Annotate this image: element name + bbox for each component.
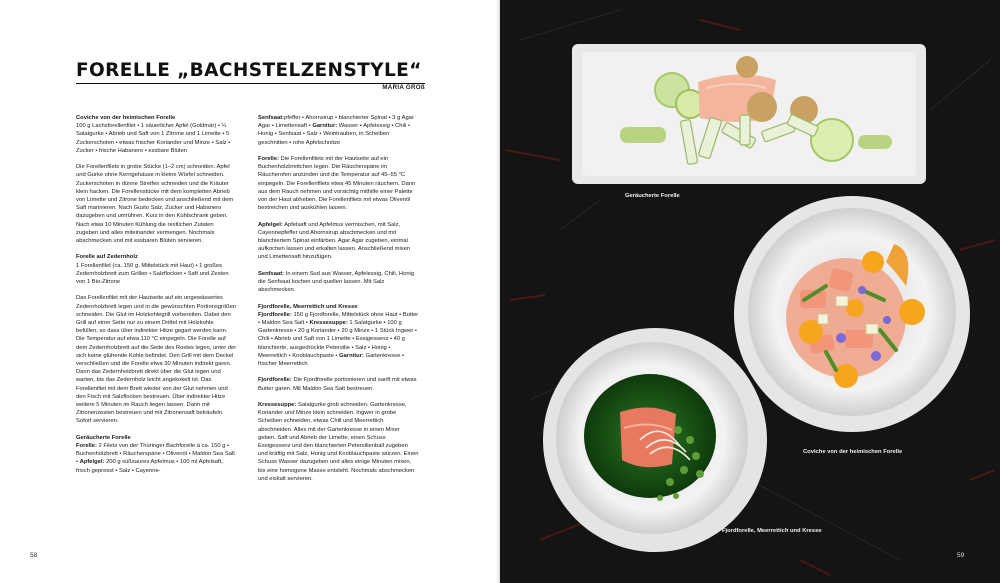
recipe-heading [76, 434, 237, 442]
paragraph-text: 1 Forellenfilet (ca. 150 g, Mittelstück mit Haut) • 1 großes Zedernholzbrett zum Grillen • Salzflocken • Saft und Zesten von 1 Bio-Zitrone [76, 262, 229, 286]
recipe-paragraph [76, 122, 237, 155]
recipe-paragraph [258, 311, 419, 368]
food-photo [500, 0, 1000, 583]
caption-fjord: Fjordforelle, Meerrettich und Kresse [722, 528, 822, 534]
recipe-heading [76, 253, 237, 261]
ingredient-label: Kressesuppe: [258, 402, 297, 409]
paragraph-text: 200 g süßsaures Apfelmus • 100 ml Apfelsaft, frisch gepresst • Salz • Cayenne- [76, 459, 223, 474]
paragraph-text: Die Forellenfilets mit der Hautseite auf ein Buchenholzbrettchen legen. Die Räucherspäne im Räucherofen anzünden und die Temperatur auf 45–55 °C einpegeln. Die Forellenfilets etwa 45 Minuten räuchern. Dann aus dem Rauch nehmen und vorsichtig mithilfe einer Palette von der Haut abheben. Die Forellenfilets mit etwas Olivenöl bestreichen und auskühlen lassen. [258, 156, 416, 212]
recipe-heading-text: Fjordforelle, Meerrettich und Kresse [258, 303, 358, 310]
recipe-paragraph [258, 270, 419, 295]
recipe-paragraph [258, 221, 419, 262]
ingredient-label: Fjordforelle: [258, 311, 292, 318]
paragraph-text: Gartenkresse • frischer Meerrettich [258, 352, 404, 368]
recipe-paragraph [258, 376, 419, 392]
ingredient-label: Kressesuppe: [309, 320, 348, 327]
ingredient-label: Fjordforelle: [258, 377, 292, 384]
paragraph-text: In einem Sud aus Wasser, Apfelessig, Chili, Honig die Senfsaat kochen und quellen lassen. Mit Salz abschmecken. [258, 270, 415, 294]
page-number-right: 59 [957, 552, 965, 559]
paragraph-text: pfeffer • Ahornsirup • blanchierter Spinat • 3 g Agar Agar • Limettensaft • [258, 115, 414, 130]
recipe-paragraph [258, 114, 419, 147]
ingredient-label: Forelle: [76, 443, 97, 450]
recipe-heading [76, 114, 237, 122]
paragraph-text: Die Forellenfilets in grobe Stücke (1–2 cm) schneiden. Apfel und Gurke ohne Kerngehäuse in kleine Würfel schneiden. Zuckerschoten in dünne Streifen schneiden und die Kräuter klein hacken. Die Forellenstücke mit dem kompletten Abrieb von Limette und Zitrone bedecken und anschließend mit dem Saft marinieren. Nach Gusto Salz, Zucker und Habanero dazugeben und umrühren. Kurz in den Kühlschrank geben. Nach etwa 10 Minuten Kühlung die restlichen Zutaten zugeben und alles miteinander vermengen. Nochmals abschmecken und mit essbaren Blüten servieren. [76, 164, 234, 245]
text-column-right [258, 114, 419, 491]
recipe-title: FORELLE „BACHSTELZENSTYLE“ [76, 60, 422, 81]
recipe-heading-text: Forelle auf Zedernholz [76, 254, 138, 261]
recipe-paragraph [76, 163, 237, 245]
ingredient-label: Senfsaat: [258, 270, 285, 277]
ingredient-label: Senfsaat: [258, 115, 285, 121]
ingredient-label: Garnitur: [339, 352, 364, 359]
recipe-heading [258, 303, 419, 311]
paragraph-text: Salatgurke grob schneiden. Gartenkresse, Koriander und Minze klein schneiden. Ingwer in grobe Scheiben schneiden, etwas Chili und Meerrettich abschneiden. Alles mit der Gartenkresse in einen Mixer geben. Saft und Abrieb der Limette, einen Schuss Essigessenz und den blanchierten Petersilienball zugeben und kräftig mit Salz, Honig und Knoblauchpaste würzen. Einen Schuss Wasser dazugeben und alles einige Minuten mixen, bis eine homogene Masse entsteht. Nochmals abschmecken und eiskalt servieren. [258, 402, 419, 482]
paragraph-text: 1 Salatgurke • 100 g Gartenkresse • 20 g Koriander • 20 g Minze • 1 Stück Ingwer • Chili • Abrieb und Saft von 1 Limette • Essigessenz • 40 g blanchierte, ausgedrückte Petersilie • Salz • Honig • Meerrettich • Knoblauchpaste • [258, 320, 417, 359]
paragraph-text: Weintrauben, in Scheiben geschnitten • rohe Apfelschnitze [258, 131, 390, 146]
paragraph-text: 150 g Fjordforelle, Mittelstück ohne Haut • Butter • Maldon Sea Salt • [258, 311, 419, 327]
ingredient-label: Apfelgel: [258, 221, 283, 228]
paragraph-text: 100 g Lachsforellenfilet • 1 säuerlicher Apfel (Goldmär) • ¼ Salatgurke • Abrieb und Saft von 1 Zitrone und 1 Limette • 5 Zuckerschoten • etwas frischer Koriander und Minze • Salz • Zucker • frische Habanero • essbare Blüten [76, 123, 231, 154]
ingredient-label: Apfelgel: [79, 459, 105, 466]
text-column-left [76, 114, 237, 483]
recipe-paragraph [76, 294, 237, 425]
recipe-paragraph [258, 155, 419, 212]
recipe-paragraph [76, 262, 237, 287]
recipe-paragraph [76, 442, 237, 475]
paragraph-text: Wasser • Apfelessig • Chili • Honig • Senfsaat • Salz • [258, 123, 411, 138]
photo-page [500, 0, 1000, 583]
caption-smoked: Geräucherte Forelle [625, 193, 680, 199]
coviche-bowl [734, 196, 970, 432]
author-name: MARIA GROß [382, 84, 425, 91]
fjord-bowl [543, 328, 767, 552]
recipe-heading-text: Geräucherte Forelle [76, 434, 131, 441]
recipe-paragraph [258, 401, 419, 483]
page-number-left: 58 [30, 552, 38, 559]
paragraph-text: 2 Filets von der Thüringer Bachforelle à ca. 150 g • Buchenholzbrett • Räucherspäne • Olivenöl • Maldon Sea Salt • [76, 443, 235, 466]
ingredient-label: Forelle: [258, 156, 279, 162]
paragraph-text: Das Forellenfilet mit der Hautseite auf ein ungewässertes Zedernholzbrett legen und in die gewünschten Portionsgrößen schneiden. Die Glut im Holzkohlegrill vorbereiten. Dabei den Grill auf einer Seite nur zu einem Drittel mit Holzkohle befüllen, so dass über indirekter Hitze gegart werden kann. Die Temperatur auf etwa 110 °C einpegeln. Die Forelle auf dem Zedernholzbrett auf die Seite des Rostes legen, unter der sich keine glühende Kohle befindet. Den Grill mit dem Deckel verschließen und die Forelle etwa 30 Minuten indirekt garen. Dann das Zedernholzbrett direkt über die Glut legen und warten, bis das Zedernholz leicht angekokelt ist. Das Forellenfilet mit dem Brett wieder von der Glut nehmen und den Fisch mit Salzflocken bestreuen. Über indirekter Hitze weitere 5 Minuten im Rauch liegen lassen. Dann mit Zitronenzesten bestreuen und mit Zitronensaft beträufeln. Sofort servieren. [76, 295, 237, 425]
rectangular-plate [572, 44, 926, 184]
caption-coviche: Coviche von der heimischen Forelle [803, 449, 903, 455]
paragraph-text: Apfelsaft und Apfelmus vermischen, mit Salz, Cayennepfeffer und Ahornsirup abschmecken und mit blanchiertem Spinat einfärben. Agar Agar zugeben, einmal aufkochen lassen und erkalten lassen. Anschließend mixen und Limettensaft hinzufügen. [258, 221, 411, 261]
paragraph-text: Die Fjordforelle portionieren und sanft mit etwas Butter garen. Mit Maldon Sea Salt bestreuen. [258, 377, 417, 392]
recipe-heading-text: Coviche von der heimischen Forelle [76, 115, 176, 121]
ingredient-label: Garnitur: [312, 123, 338, 130]
